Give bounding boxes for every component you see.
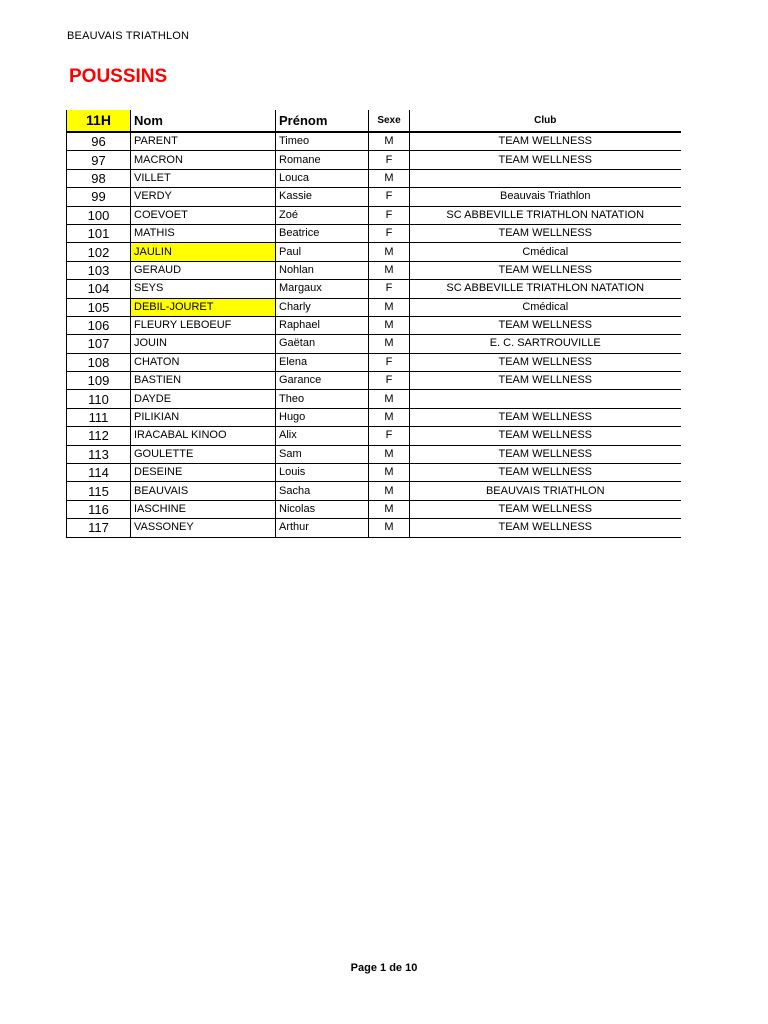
last-name-cell: JAULIN: [131, 243, 276, 261]
sex-cell: M: [369, 132, 410, 151]
bib-number-cell: 111: [67, 408, 131, 426]
club-cell: TEAM WELLNESS: [410, 519, 681, 537]
document-header-title: BEAUVAIS TRIATHLON: [67, 30, 190, 42]
first-name-cell: Gaëtan: [276, 335, 369, 353]
club-cell: TEAM WELLNESS: [410, 427, 681, 445]
last-name-cell: FLEURY LEBOEUF: [131, 316, 276, 334]
header-time: 11H: [67, 110, 131, 132]
club-cell: [410, 390, 681, 408]
first-name-cell: Garance: [276, 372, 369, 390]
bib-number-cell: 96: [67, 132, 131, 151]
bib-number-cell: 103: [67, 261, 131, 279]
club-cell: [410, 169, 681, 187]
table-row: [67, 390, 681, 408]
first-name-cell: Theo: [276, 390, 369, 408]
header-nom: Nom: [131, 110, 276, 132]
club-cell: BEAUVAIS TRIATHLON: [410, 482, 681, 500]
last-name-cell: DESEINE: [131, 464, 276, 482]
table-body: [67, 132, 681, 537]
table-row: [67, 445, 681, 463]
bib-number-cell: 112: [67, 427, 131, 445]
sex-cell: F: [369, 372, 410, 390]
first-name-cell: Sacha: [276, 482, 369, 500]
bib-number-cell: 114: [67, 464, 131, 482]
first-name-cell: Louca: [276, 169, 369, 187]
first-name-cell: Sam: [276, 445, 369, 463]
table-row: [67, 427, 681, 445]
header-prenom: Prénom: [276, 110, 369, 132]
last-name-cell: VERDY: [131, 188, 276, 206]
first-name-cell: Timeo: [276, 132, 369, 151]
last-name-cell: SEYS: [131, 280, 276, 298]
club-cell: TEAM WELLNESS: [410, 464, 681, 482]
header-sexe: Sexe: [369, 110, 410, 132]
table-row: [67, 151, 681, 169]
table-row: [67, 372, 681, 390]
club-cell: Cmédical: [410, 298, 681, 316]
table-row: [67, 298, 681, 316]
bib-number-cell: 115: [67, 482, 131, 500]
sex-cell: F: [369, 353, 410, 371]
last-name-cell: MACRON: [131, 151, 276, 169]
club-cell: SC ABBEVILLE TRIATHLON NATATION: [410, 206, 681, 224]
table-row: [67, 169, 681, 187]
sex-cell: M: [369, 298, 410, 316]
table-row: [67, 482, 681, 500]
first-name-cell: Arthur: [276, 519, 369, 537]
last-name-cell: VILLET: [131, 169, 276, 187]
bib-number-cell: 100: [67, 206, 131, 224]
bib-number-cell: 99: [67, 188, 131, 206]
last-name-cell: IASCHINE: [131, 500, 276, 518]
bib-number-cell: 104: [67, 280, 131, 298]
table-row: [67, 408, 681, 426]
sex-cell: M: [369, 519, 410, 537]
sex-cell: M: [369, 500, 410, 518]
sex-cell: M: [369, 445, 410, 463]
bib-number-cell: 98: [67, 169, 131, 187]
first-name-cell: Raphael: [276, 316, 369, 334]
header-club: Club: [410, 110, 681, 132]
first-name-cell: Charly: [276, 298, 369, 316]
category-title: POUSSINS: [69, 66, 168, 87]
sex-cell: F: [369, 188, 410, 206]
last-name-cell: DEBIL-JOURET: [131, 298, 276, 316]
first-name-cell: Hugo: [276, 408, 369, 426]
bib-number-cell: 116: [67, 500, 131, 518]
bib-number-cell: 109: [67, 372, 131, 390]
participants-table: [66, 110, 681, 538]
first-name-cell: Romane: [276, 151, 369, 169]
table-row: [67, 224, 681, 242]
table-row: [67, 353, 681, 371]
last-name-cell: PARENT: [131, 132, 276, 151]
club-cell: TEAM WELLNESS: [410, 353, 681, 371]
club-cell: TEAM WELLNESS: [410, 261, 681, 279]
club-cell: SC ABBEVILLE TRIATHLON NATATION: [410, 280, 681, 298]
table-header-row: [67, 110, 681, 132]
club-cell: TEAM WELLNESS: [410, 500, 681, 518]
table-row: [67, 500, 681, 518]
club-cell: TEAM WELLNESS: [410, 372, 681, 390]
first-name-cell: Alix: [276, 427, 369, 445]
last-name-cell: MATHIS: [131, 224, 276, 242]
first-name-cell: Paul: [276, 243, 369, 261]
sex-cell: M: [369, 390, 410, 408]
last-name-cell: VASSONEY: [131, 519, 276, 537]
last-name-cell: IRACABAL KINOO: [131, 427, 276, 445]
club-cell: Cmédical: [410, 243, 681, 261]
table-row: [67, 132, 681, 151]
first-name-cell: Margaux: [276, 280, 369, 298]
last-name-cell: DAYDE: [131, 390, 276, 408]
club-cell: TEAM WELLNESS: [410, 132, 681, 151]
first-name-cell: Elena: [276, 353, 369, 371]
bib-number-cell: 102: [67, 243, 131, 261]
sex-cell: M: [369, 169, 410, 187]
table-row: [67, 206, 681, 224]
first-name-cell: Beatrice: [276, 224, 369, 242]
table-row: [67, 316, 681, 334]
first-name-cell: Zoé: [276, 206, 369, 224]
table-row: [67, 464, 681, 482]
sex-cell: M: [369, 316, 410, 334]
club-cell: TEAM WELLNESS: [410, 316, 681, 334]
club-cell: E. C. SARTROUVILLE: [410, 335, 681, 353]
first-name-cell: Kassie: [276, 188, 369, 206]
bib-number-cell: 108: [67, 353, 131, 371]
table-row: [67, 280, 681, 298]
bib-number-cell: 113: [67, 445, 131, 463]
bib-number-cell: 101: [67, 224, 131, 242]
club-cell: TEAM WELLNESS: [410, 445, 681, 463]
club-cell: Beauvais Triathlon: [410, 188, 681, 206]
club-cell: TEAM WELLNESS: [410, 151, 681, 169]
bib-number-cell: 110: [67, 390, 131, 408]
last-name-cell: BASTIEN: [131, 372, 276, 390]
first-name-cell: Louis: [276, 464, 369, 482]
bib-number-cell: 106: [67, 316, 131, 334]
last-name-cell: JOUIN: [131, 335, 276, 353]
sex-cell: F: [369, 427, 410, 445]
first-name-cell: Nohlan: [276, 261, 369, 279]
table-row: [67, 519, 681, 537]
last-name-cell: PILIKIAN: [131, 408, 276, 426]
bib-number-cell: 117: [67, 519, 131, 537]
last-name-cell: GERAUD: [131, 261, 276, 279]
last-name-cell: CHATON: [131, 353, 276, 371]
table-row: [67, 188, 681, 206]
page-footer: Page 1 de 10: [350, 962, 418, 974]
bib-number-cell: 107: [67, 335, 131, 353]
sex-cell: M: [369, 464, 410, 482]
table-row: [67, 335, 681, 353]
table-row: [67, 261, 681, 279]
sex-cell: M: [369, 482, 410, 500]
table-row: [67, 243, 681, 261]
last-name-cell: GOULETTE: [131, 445, 276, 463]
last-name-cell: BEAUVAIS: [131, 482, 276, 500]
sex-cell: F: [369, 280, 410, 298]
sex-cell: M: [369, 335, 410, 353]
sex-cell: F: [369, 151, 410, 169]
sex-cell: M: [369, 261, 410, 279]
bib-number-cell: 105: [67, 298, 131, 316]
club-cell: TEAM WELLNESS: [410, 224, 681, 242]
sex-cell: F: [369, 206, 410, 224]
first-name-cell: Nicolas: [276, 500, 369, 518]
sex-cell: M: [369, 243, 410, 261]
club-cell: TEAM WELLNESS: [410, 408, 681, 426]
sex-cell: F: [369, 224, 410, 242]
bib-number-cell: 97: [67, 151, 131, 169]
last-name-cell: COEVOET: [131, 206, 276, 224]
sex-cell: M: [369, 408, 410, 426]
